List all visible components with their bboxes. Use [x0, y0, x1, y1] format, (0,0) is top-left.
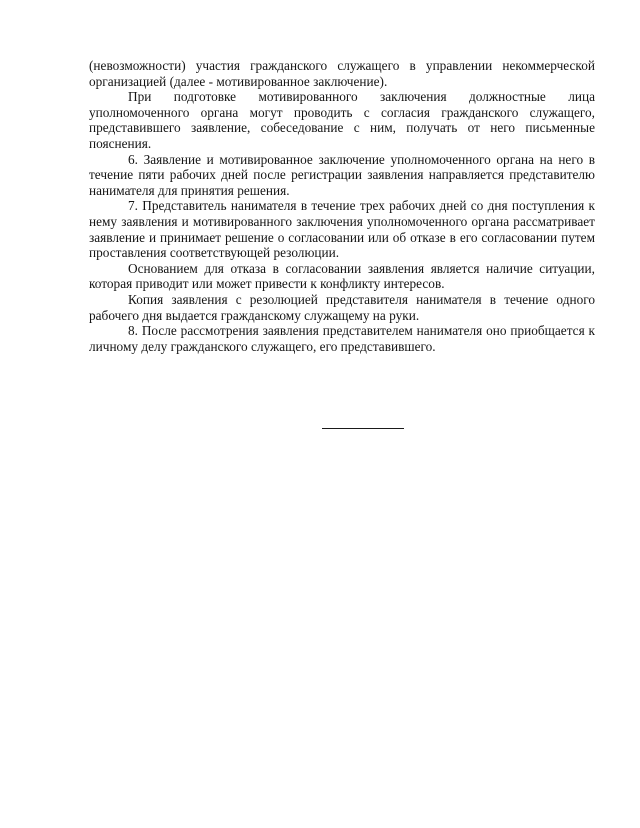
- paragraph-interview: При подготовке мотивированного заключения должностные лица уполномоченного органа могут проводить с согласия гражданского служащего, представившего заявление, собеседование с ним, получать от него письменные пояснения.: [89, 89, 595, 151]
- paragraph-item-6: 6. Заявление и мотивированное заключение уполномоченного органа на него в течение пяти рабочих дней после регистрации заявления направляется представителю нанимателя для принятия решения.: [89, 151, 595, 198]
- paragraph-item-8: 8. После рассмотрения заявления представителем нанимателя оно приобщается к личному делу гражданского служащего, его представившего.: [89, 323, 595, 354]
- paragraph-item-7: 7. Представитель нанимателя в течение трех рабочих дней со дня поступления к нему заявления и мотивированного заключения уполномоченного органа рассматривает заявление и принимает решение о согласовании или об отказе в его согласовании путем проставления соответствующей резолюции.: [89, 198, 595, 261]
- end-of-document-rule: [322, 428, 404, 429]
- paragraph-copy-issued: Копия заявления с резолюцией представителя нанимателя в течение одного рабочего дня выдается гражданскому служащему на руки.: [89, 291, 595, 323]
- document-body: [89, 58, 595, 354]
- paragraph-refusal-grounds: Основанием для отказа в согласовании заявления является наличие ситуации, которая приводит или может привести к конфликту интересов.: [89, 260, 595, 292]
- paragraph-continuation: (невозможности) участия гражданского служащего в управлении некоммерческой организацией (далее - мотивированное заключение).: [89, 58, 595, 89]
